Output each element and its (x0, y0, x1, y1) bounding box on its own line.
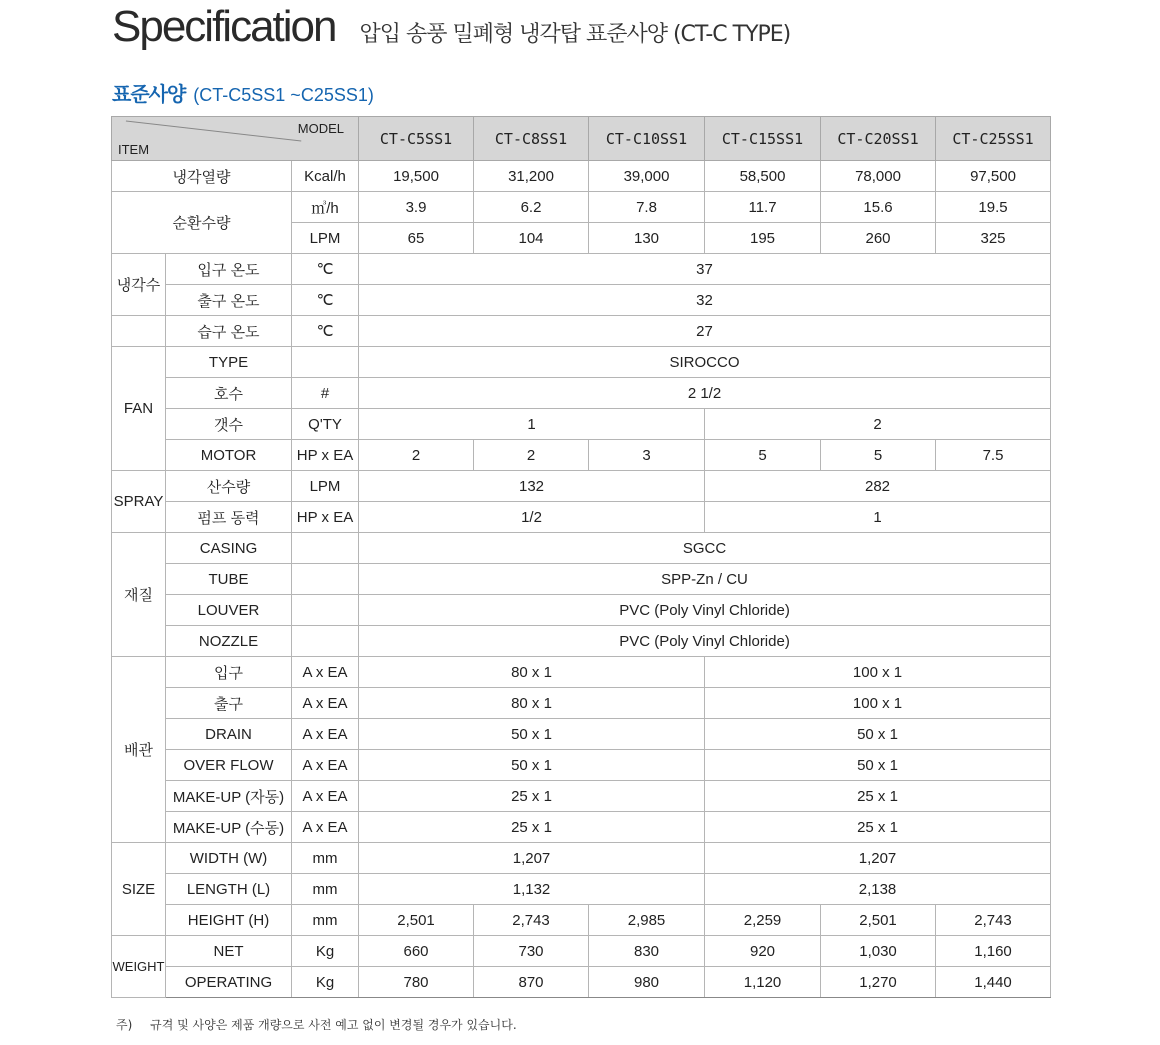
row-unit (292, 595, 359, 626)
page-subtitle: 압입 송풍 밀폐형 냉각탑 표준사양 (CT-C TYPE) (359, 22, 791, 47)
table-cell: 660 (359, 936, 474, 967)
table-cell: 2,743 (474, 905, 589, 936)
footnote-text: 규격 및 사양은 제품 개량으로 사전 예고 없이 변경될 경우가 있습니다. (150, 1018, 517, 1032)
table-row (112, 936, 1051, 967)
row-label: MAKE-UP (자동) (166, 781, 292, 812)
table-cell: PVC (Poly Vinyl Chloride) (359, 626, 1051, 657)
table-header-row (112, 117, 1051, 161)
table-row (112, 533, 1051, 564)
table-row (112, 967, 1051, 998)
table-cell: 6.2 (474, 192, 589, 223)
row-unit: A x EA (292, 688, 359, 719)
table-cell: 100 x 1 (705, 688, 1051, 719)
table-cell: 1,030 (821, 936, 936, 967)
page-title: Specification (112, 2, 336, 51)
row-unit: ℃ (292, 316, 359, 347)
table-cell: 2,259 (705, 905, 821, 936)
table-cell: 2,138 (705, 874, 1051, 905)
group-label: WEIGHT (112, 936, 166, 998)
table-cell: 65 (359, 223, 474, 254)
row-label: 갯수 (166, 409, 292, 440)
table-row (112, 564, 1051, 595)
corner-item-label: ITEM (118, 142, 150, 157)
row-label: TYPE (166, 347, 292, 378)
table-row (112, 750, 1051, 781)
row-unit: # (292, 378, 359, 409)
row-unit (292, 564, 359, 595)
table-row (112, 688, 1051, 719)
group-label: 재질 (112, 533, 166, 657)
table-cell: 1,132 (359, 874, 705, 905)
row-label: WIDTH (W) (166, 843, 292, 874)
table-cell: 2,501 (821, 905, 936, 936)
table-cell: 730 (474, 936, 589, 967)
table-cell: 1/2 (359, 502, 705, 533)
footnote-mark: 주) (116, 1018, 133, 1032)
table-cell: 132 (359, 471, 705, 502)
table-row (112, 874, 1051, 905)
table-cell: 2,501 (359, 905, 474, 936)
table-cell: 25 x 1 (705, 812, 1051, 843)
row-label: HEIGHT (H) (166, 905, 292, 936)
row-label: 냉각열량 (112, 161, 292, 192)
row-label: MOTOR (166, 440, 292, 471)
row-unit: ℃ (292, 254, 359, 285)
row-label: 호수 (166, 378, 292, 409)
table-cell: 260 (821, 223, 936, 254)
row-label: DRAIN (166, 719, 292, 750)
row-unit: Kcal/h (292, 161, 359, 192)
table-cell: 2 (474, 440, 589, 471)
row-unit: HP x EA (292, 502, 359, 533)
table-row (112, 657, 1051, 688)
table-cell: 5 (705, 440, 821, 471)
model-header: CT-C20SS1 (821, 117, 936, 161)
section-title: 표준사양 (112, 82, 186, 106)
table-cell: 2,985 (589, 905, 705, 936)
group-label: SPRAY (112, 471, 166, 533)
row-label: MAKE-UP (수동) (166, 812, 292, 843)
table-cell: 1,270 (821, 967, 936, 998)
table-cell: 130 (589, 223, 705, 254)
table-cell: 1,440 (936, 967, 1051, 998)
table-cell: 920 (705, 936, 821, 967)
table-row (112, 812, 1051, 843)
table-row (112, 285, 1051, 316)
table-row (112, 471, 1051, 502)
table-cell: 39,000 (589, 161, 705, 192)
row-label: LOUVER (166, 595, 292, 626)
row-label: NOZZLE (166, 626, 292, 657)
table-cell: 325 (936, 223, 1051, 254)
row-label: TUBE (166, 564, 292, 595)
model-header: CT-C25SS1 (936, 117, 1051, 161)
row-label: OPERATING (166, 967, 292, 998)
table-row (112, 781, 1051, 812)
row-unit: ㎥/h (292, 192, 359, 223)
table-row (112, 316, 1051, 347)
table-row (112, 502, 1051, 533)
table-cell: 2 (359, 440, 474, 471)
row-label: 펌프 동력 (166, 502, 292, 533)
table-cell: 25 x 1 (359, 781, 705, 812)
table-row (112, 843, 1051, 874)
model-header: CT-C10SS1 (589, 117, 705, 161)
table-cell: 19.5 (936, 192, 1051, 223)
row-unit: mm (292, 905, 359, 936)
table-row (112, 626, 1051, 657)
table-cell: 25 x 1 (705, 781, 1051, 812)
table-cell: 97,500 (936, 161, 1051, 192)
footnote (116, 1016, 517, 1033)
table-cell: 195 (705, 223, 821, 254)
table-cell: 58,500 (705, 161, 821, 192)
row-unit: A x EA (292, 657, 359, 688)
table-cell: SIROCCO (359, 347, 1051, 378)
row-label: 출구 (166, 688, 292, 719)
table-cell: 1,207 (705, 843, 1051, 874)
table-row (112, 595, 1051, 626)
row-unit: A x EA (292, 750, 359, 781)
section-range: (CT-C5SS1 ~C25SS1) (193, 85, 374, 105)
table-cell: 7.5 (936, 440, 1051, 471)
table-row (112, 440, 1051, 471)
group-label: SIZE (112, 843, 166, 936)
row-label: LENGTH (L) (166, 874, 292, 905)
table-cell: SGCC (359, 533, 1051, 564)
section-heading (112, 78, 374, 107)
table-cell: 27 (359, 316, 1051, 347)
table-cell: PVC (Poly Vinyl Chloride) (359, 595, 1051, 626)
row-label: 순환수량 (112, 192, 292, 254)
group-label: 배관 (112, 657, 166, 843)
table-cell: SPP-Zn / CU (359, 564, 1051, 595)
table-row (112, 409, 1051, 440)
table-cell: 3.9 (359, 192, 474, 223)
group-label: 냉각수 (112, 254, 166, 316)
table-cell: 1 (705, 502, 1051, 533)
row-unit: LPM (292, 471, 359, 502)
table-cell: 50 x 1 (359, 719, 705, 750)
table-cell: 15.6 (821, 192, 936, 223)
row-unit: mm (292, 874, 359, 905)
table-cell: 50 x 1 (705, 750, 1051, 781)
row-unit: Kg (292, 936, 359, 967)
corner-model-label: MODEL (297, 121, 345, 136)
empty-cell (112, 316, 166, 347)
table-cell: 2 (705, 409, 1051, 440)
table-cell: 5 (821, 440, 936, 471)
spec-table (111, 116, 1051, 998)
table-cell: 870 (474, 967, 589, 998)
row-label: 습구 온도 (166, 316, 292, 347)
table-row (112, 719, 1051, 750)
table-cell: 780 (359, 967, 474, 998)
row-unit: A x EA (292, 719, 359, 750)
row-unit: HP x EA (292, 440, 359, 471)
header-corner-cell (112, 117, 359, 161)
table-cell: 25 x 1 (359, 812, 705, 843)
table-cell: 3 (589, 440, 705, 471)
table-cell: 7.8 (589, 192, 705, 223)
table-cell: 31,200 (474, 161, 589, 192)
row-unit (292, 626, 359, 657)
row-label: 출구 온도 (166, 285, 292, 316)
table-cell: 980 (589, 967, 705, 998)
table-row (112, 192, 1051, 223)
table-cell: 2,743 (936, 905, 1051, 936)
row-unit: mm (292, 843, 359, 874)
table-row (112, 347, 1051, 378)
row-unit: A x EA (292, 812, 359, 843)
row-unit: A x EA (292, 781, 359, 812)
table-cell: 1,160 (936, 936, 1051, 967)
model-header: CT-C8SS1 (474, 117, 589, 161)
table-cell: 50 x 1 (705, 719, 1051, 750)
row-label: OVER FLOW (166, 750, 292, 781)
table-cell: 78,000 (821, 161, 936, 192)
table-cell: 80 x 1 (359, 688, 705, 719)
table-cell: 37 (359, 254, 1051, 285)
row-unit (292, 347, 359, 378)
model-header: CT-C15SS1 (705, 117, 821, 161)
table-cell: 830 (589, 936, 705, 967)
table-row (112, 161, 1051, 192)
row-unit: Q'TY (292, 409, 359, 440)
table-cell: 1,207 (359, 843, 705, 874)
page-title-row (112, 2, 790, 50)
group-label: FAN (112, 347, 166, 471)
table-cell: 32 (359, 285, 1051, 316)
row-unit: LPM (292, 223, 359, 254)
row-label: NET (166, 936, 292, 967)
table-row (112, 378, 1051, 409)
row-label: 산수량 (166, 471, 292, 502)
table-cell: 1 (359, 409, 705, 440)
model-header: CT-C5SS1 (359, 117, 474, 161)
row-unit (292, 533, 359, 564)
table-cell: 100 x 1 (705, 657, 1051, 688)
table-row (112, 905, 1051, 936)
table-cell: 282 (705, 471, 1051, 502)
row-unit: ℃ (292, 285, 359, 316)
table-cell: 50 x 1 (359, 750, 705, 781)
row-label: CASING (166, 533, 292, 564)
table-cell: 19,500 (359, 161, 474, 192)
table-row (112, 254, 1051, 285)
table-cell: 1,120 (705, 967, 821, 998)
row-label: 입구 (166, 657, 292, 688)
table-cell: 2 1/2 (359, 378, 1051, 409)
row-unit: Kg (292, 967, 359, 998)
row-label: 입구 온도 (166, 254, 292, 285)
table-cell: 80 x 1 (359, 657, 705, 688)
table-cell: 104 (474, 223, 589, 254)
table-cell: 11.7 (705, 192, 821, 223)
